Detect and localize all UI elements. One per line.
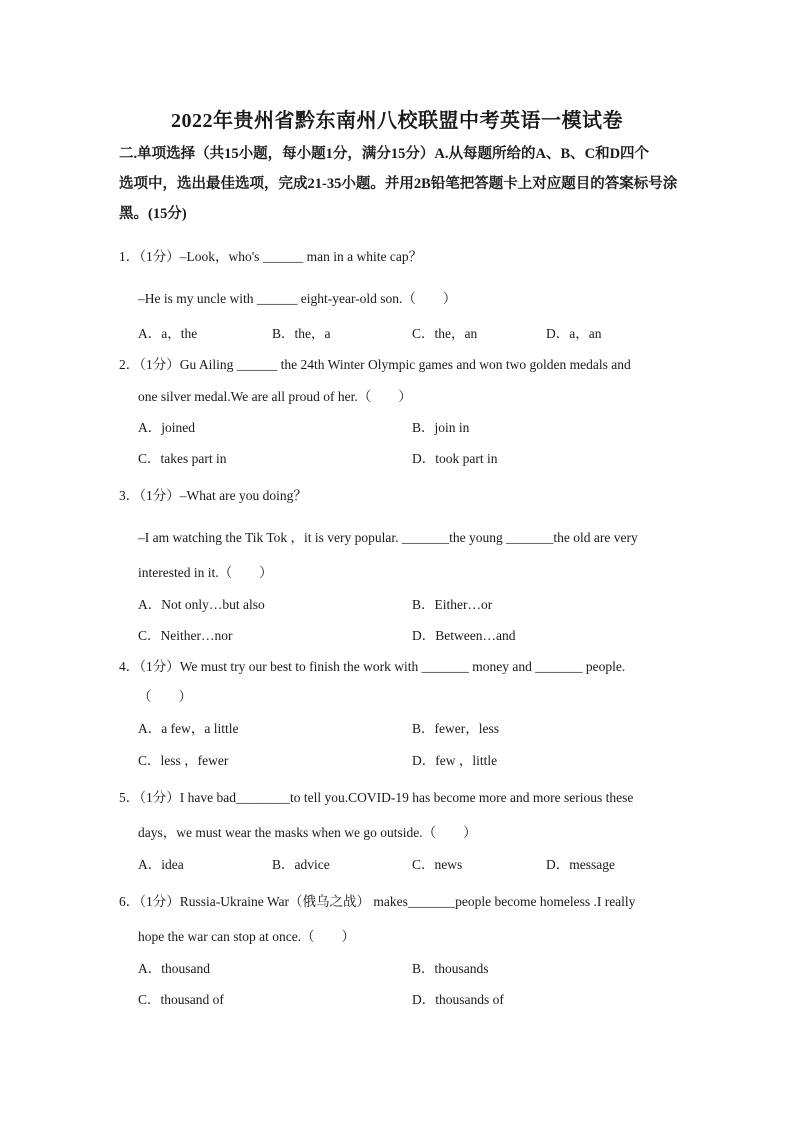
question-6-option-c[interactable]: C．thousand of: [138, 992, 224, 1007]
question-2-stem: 2．（1分）Gu Ailing ______ the 24th Winter Olympic games and won two golden medals and: [119, 357, 631, 372]
question-5-stem: 5．（1分）I have bad________to tell you.COVID-19 has become more and more serious these: [119, 790, 634, 805]
question-4-option-a[interactable]: A．a few，a little: [138, 721, 239, 736]
section-instructions-line-2: 选项中，选出最佳选项，完成21-35小题。并用2B铅笔把答题卡上对应题目的答案标号涂: [119, 176, 678, 192]
exam-title: 2022年贵州省黔东南州八校联盟中考英语一模试卷: [171, 110, 623, 132]
section-instructions-line-3: 黑。(15分): [119, 206, 187, 222]
question-3-stem: 3．（1分）–What are you doing？: [119, 488, 307, 503]
question-6-option-d[interactable]: D．thousands of: [412, 992, 504, 1007]
question-2-option-c[interactable]: C．takes part in: [138, 451, 227, 466]
question-5-stem-text-2: days，we must wear the masks when we go outside.（ ）: [138, 825, 477, 840]
question-4-option-b[interactable]: B．fewer，less: [412, 721, 499, 736]
question-3-option-d[interactable]: D．Between…and: [412, 628, 516, 643]
question-1-option-b[interactable]: B．the，a: [272, 326, 331, 341]
question-4-stem-text-2: （ ）: [138, 689, 192, 704]
question-3-stem-line-3: [119, 561, 679, 581]
question-5-option-a[interactable]: A．idea: [138, 857, 184, 872]
question-3-option-b[interactable]: B．Either…or: [412, 597, 493, 612]
question-6-stem-line-2: [119, 925, 679, 945]
question-4-stem: 4．（1分）We must try our best to finish the work with _______ money and _______ people.: [119, 659, 626, 674]
section-instructions-line-1: 二.单项选择（共15小题，每小题1分，满分15分）A.从每题所给的A、B、C和D四个: [119, 146, 650, 162]
question-3-stem-text-3: interested in it.（ ）: [138, 565, 273, 580]
question-5-option-d[interactable]: D．message: [546, 857, 615, 872]
question-4-stem-line-2: [119, 685, 679, 705]
question-2-option-d[interactable]: D．took part in: [412, 451, 498, 466]
question-6-stem: 6．（1分）Russia-Ukraine War（俄乌之战） makes_______people become homeless .I really: [119, 894, 636, 909]
question-1-stem-text-2: –He is my uncle with ______ eight-year-old son.（ ）: [138, 291, 457, 306]
question-2-option-a[interactable]: A．joined: [138, 420, 195, 435]
question-3-option-a[interactable]: A．Not only…but also: [138, 597, 265, 612]
question-4-option-d[interactable]: D．few ，little: [412, 753, 498, 768]
question-6-stem-text-2: hope the war can stop at once.（ ）: [138, 929, 356, 944]
question-5-stem-line-2: [119, 821, 679, 841]
question-2-option-b[interactable]: B．join in: [412, 420, 470, 435]
question-1-option-d[interactable]: D．a，an: [546, 326, 602, 341]
question-5-option-b[interactable]: B．advice: [272, 857, 330, 872]
question-3-stem-text-2: –I am watching the Tik Tok ，it is very popular. _______the young _______the old are very: [138, 530, 638, 545]
question-6-option-a[interactable]: A．thousand: [138, 961, 210, 976]
question-5-option-c[interactable]: C．news: [412, 857, 463, 872]
question-1-option-a[interactable]: A．a，the: [138, 326, 198, 341]
question-2-stem-line-2: [119, 385, 679, 405]
question-1-option-c[interactable]: C．the，an: [412, 326, 478, 341]
question-6-option-b[interactable]: B．thousands: [412, 961, 489, 976]
question-2-stem-text-2: one silver medal.We are all proud of her.（ ）: [138, 389, 412, 404]
question-1-stem-line-2: [119, 287, 679, 307]
question-3-stem-line-2: [119, 526, 679, 546]
question-4-option-c[interactable]: C．less ，fewer: [138, 753, 229, 768]
question-1-stem: 1．（1分）–Look，who's ______ man in a white cap？: [119, 249, 423, 264]
question-3-option-c[interactable]: C．Neither…nor: [138, 628, 233, 643]
